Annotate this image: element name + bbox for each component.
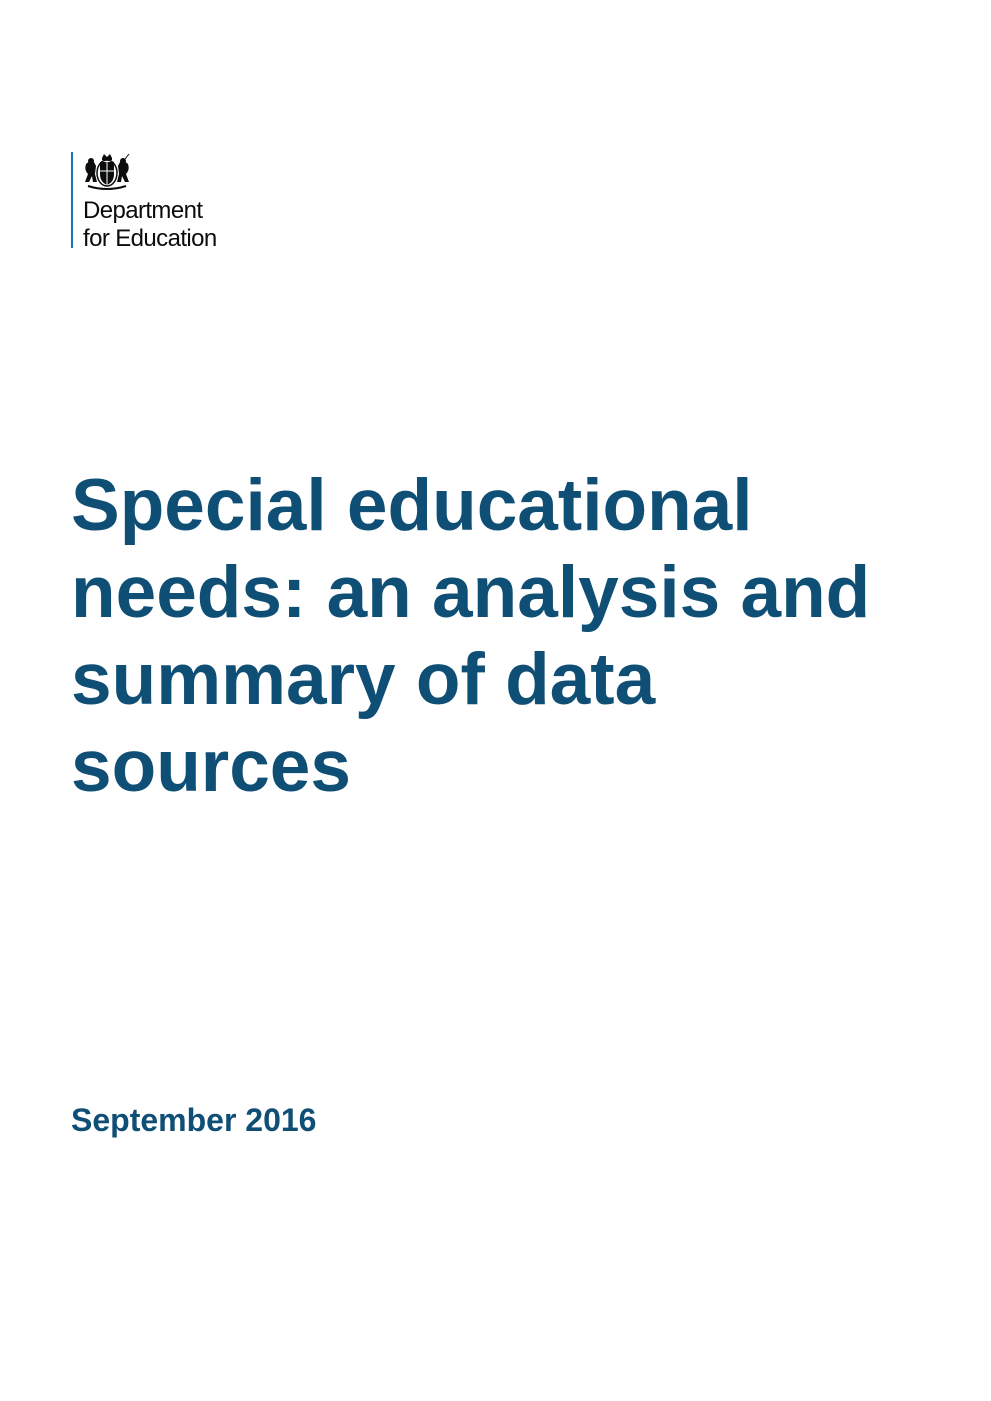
department-name-line-2: for Education [83, 225, 217, 252]
title-line-2: needs: an analysis and [71, 552, 871, 633]
title-line-3: summary of data [71, 639, 656, 720]
department-logo [71, 152, 271, 252]
royal-coat-of-arms-icon [82, 152, 132, 192]
department-name-line-1: Department [83, 197, 203, 224]
publication-date: September 2016 [71, 1102, 317, 1138]
logo-rule [71, 152, 73, 248]
department-name [83, 197, 217, 253]
document-title [71, 462, 951, 810]
title-line-4: sources [71, 726, 351, 807]
title-line-1: Special educational [71, 465, 753, 546]
